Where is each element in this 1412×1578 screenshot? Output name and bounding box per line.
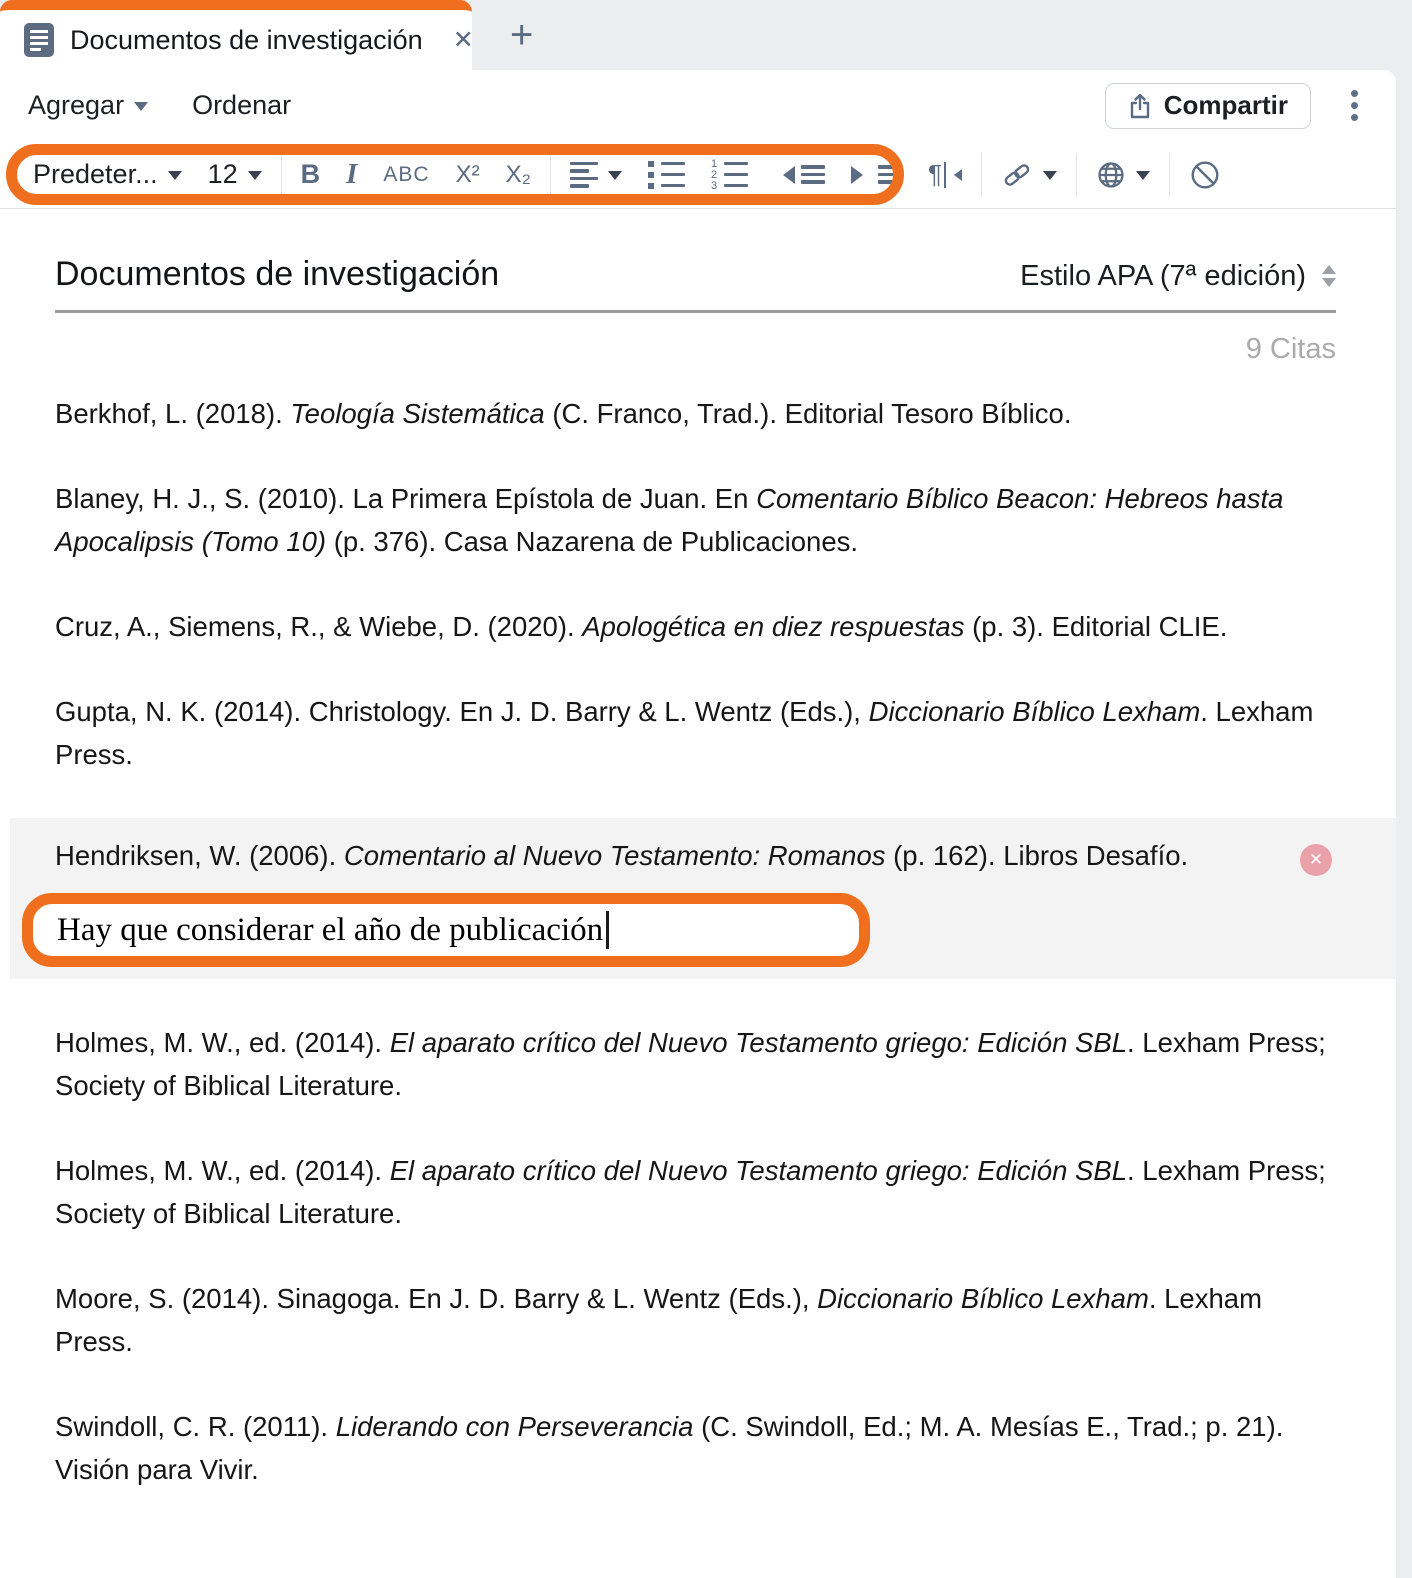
- bold-button[interactable]: B: [300, 159, 321, 189]
- citation-text: Swindoll, C. R. (2011). Liderando con Perseverancia (C. Swindoll, Ed.; M. A. Mesías E., Trad.; p. 21). Visión para Vivir.: [55, 1411, 1284, 1485]
- close-tab-icon[interactable]: ✕: [452, 26, 474, 54]
- document-icon: [24, 23, 54, 57]
- menu-bar: [0, 70, 1396, 141]
- citation[interactable]: [55, 1149, 1336, 1235]
- tab-documentos[interactable]: [0, 0, 472, 70]
- clear-formatting-button[interactable]: [1176, 152, 1234, 198]
- citation[interactable]: [55, 1277, 1336, 1363]
- remove-citation-button[interactable]: ✕: [1300, 844, 1332, 876]
- bullet-list-icon: [648, 161, 685, 189]
- chevron-down-icon: [134, 102, 148, 118]
- citation-text: Holmes, M. W., ed. (2014). El aparato crítico del Nuevo Testamento griego: Edición SBL. Lexham Press; Society of Biblical Literature.: [55, 1155, 1326, 1229]
- numbered-list-button[interactable]: [698, 152, 761, 198]
- globe-icon: [1096, 160, 1126, 190]
- font-size-select[interactable]: [195, 152, 275, 198]
- title-divider: [55, 310, 1336, 313]
- paragraph-direction-icon: ¶: [928, 159, 962, 190]
- chevron-down-icon: [1136, 171, 1150, 187]
- link-icon: [1001, 160, 1033, 190]
- share-button[interactable]: [1105, 83, 1311, 129]
- italic-button[interactable]: I: [346, 158, 358, 190]
- share-label: Compartir: [1163, 90, 1288, 120]
- numbered-list-icon: 1 2 3: [711, 161, 748, 189]
- toolbar-separator: [281, 153, 282, 197]
- citation[interactable]: [55, 1021, 1336, 1107]
- citation-text: Holmes, M. W., ed. (2014). El aparato crítico del Nuevo Testamento griego: Edición SBL. Lexham Press; Society of Biblical Literature.: [55, 1027, 1326, 1101]
- outdent-icon: [774, 165, 825, 184]
- citation-count: 9 Citas: [1245, 333, 1336, 365]
- tab-title: Documentos de investigación: [70, 24, 423, 55]
- chevron-down-icon: [248, 171, 262, 187]
- bullet-list-button[interactable]: [635, 152, 698, 198]
- menu-ordenar-label: Ordenar: [192, 90, 292, 120]
- citation-text: Gupta, N. K. (2014). Christology. En J. D. Barry & L. Wentz (Eds.), Diccionario Bíblico Lexham. Lexham Press.: [55, 696, 1314, 770]
- main-panel: [0, 70, 1396, 1578]
- text-direction-button[interactable]: [915, 152, 975, 198]
- menu-ordenar[interactable]: [192, 90, 291, 121]
- note-input[interactable]: [33, 904, 859, 956]
- toolbar-separator: [1076, 153, 1077, 197]
- strikethrough-button[interactable]: ABC: [383, 162, 430, 186]
- citation[interactable]: [55, 690, 1336, 776]
- kebab-menu-icon[interactable]: [1341, 86, 1368, 125]
- toolbar-separator: [981, 153, 982, 197]
- share-icon: [1128, 93, 1152, 119]
- citation-text: Berkhof, L. (2018). Teología Sistemática (C. Franco, Trad.). Editorial Tesoro Bíblico.: [55, 398, 1072, 429]
- citation-list: [55, 392, 1336, 1491]
- menu-agregar[interactable]: [28, 90, 148, 121]
- document-body: [0, 209, 1396, 1491]
- note-text: Hay que considerar el año de publicación: [57, 911, 604, 948]
- align-left-icon: [570, 162, 598, 188]
- superscript-button[interactable]: X²: [455, 160, 480, 188]
- citation[interactable]: [55, 605, 1336, 648]
- citation-text: Hendriksen, W. (2006). Comentario al Nuevo Testamento: Romanos (p. 162). Libros Desafío.: [55, 840, 1189, 871]
- align-button[interactable]: [557, 152, 635, 198]
- subscript-button[interactable]: X₂: [505, 160, 531, 188]
- font-family-value: Predeter...: [33, 159, 158, 189]
- menu-agregar-label: Agregar: [28, 90, 125, 120]
- font-family-select[interactable]: [20, 152, 195, 198]
- tab-bar: [0, 0, 1412, 70]
- annotation-note-highlight: [22, 893, 870, 967]
- spinner-arrows-icon[interactable]: [1322, 258, 1336, 294]
- font-size-value: 12: [207, 159, 238, 189]
- text-cursor: [606, 911, 609, 949]
- indent-button[interactable]: [838, 152, 915, 198]
- toolbar-separator: [1169, 153, 1170, 197]
- citation-text: Moore, S. (2014). Sinagoga. En J. D. Barry & L. Wentz (Eds.), Diccionario Bíblico Lexham. Lexham Press.: [55, 1283, 1262, 1357]
- citation-highlighted[interactable]: [10, 818, 1396, 979]
- new-tab-button[interactable]: +: [510, 13, 534, 57]
- citation[interactable]: [55, 392, 1336, 435]
- indent-icon: [851, 165, 902, 184]
- citation[interactable]: [55, 477, 1336, 563]
- page-title: Documentos de investigación: [55, 255, 500, 293]
- chevron-down-icon: [168, 171, 182, 187]
- citation-text: Cruz, A., Siemens, R., & Wiebe, D. (2020). Apologética en diez respuestas (p. 3). Editorial CLIE.: [55, 611, 1228, 642]
- format-toolbar: [0, 141, 1396, 209]
- chevron-down-icon: [608, 171, 622, 187]
- outdent-button[interactable]: [761, 152, 838, 198]
- ban-icon: [1189, 159, 1221, 191]
- language-button[interactable]: [1083, 152, 1163, 198]
- citation-style-value: Estilo APA (7ª edición): [1020, 259, 1306, 292]
- chevron-down-icon: [1043, 171, 1057, 187]
- toolbar-separator: [550, 153, 551, 197]
- citation-style-select[interactable]: [1020, 258, 1336, 294]
- citation-text: Blaney, H. J., S. (2010). La Primera Epístola de Juan. En Comentario Bíblico Beacon: Hebreos hasta Apocalipsis (Tomo 10) (p. 376). Casa Nazarena de Publicaciones.: [55, 483, 1284, 557]
- link-button[interactable]: [988, 152, 1070, 198]
- citation[interactable]: [55, 1405, 1336, 1491]
